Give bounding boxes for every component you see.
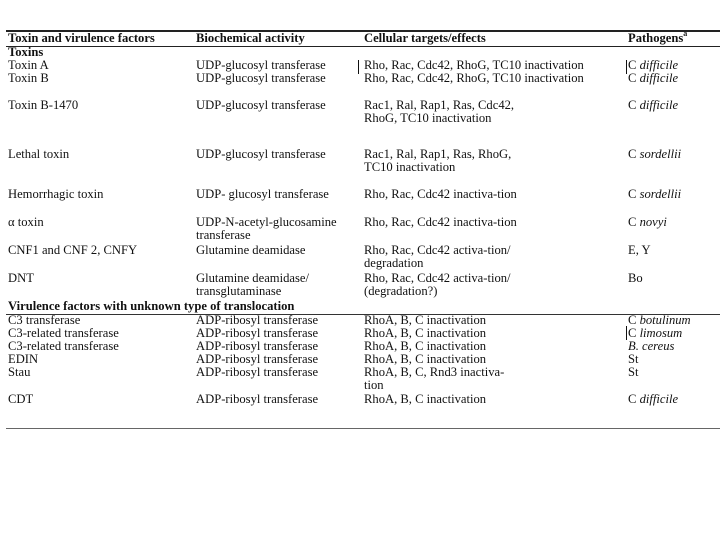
pathogen <box>628 272 720 300</box>
pathogen-species: difficile <box>639 392 679 406</box>
factor-name: C3 transferase <box>8 313 81 327</box>
biochemical-activity: Glutamine deamidase/ transglutaminase <box>196 271 309 298</box>
table-row <box>8 244 720 272</box>
pathogen-species: sordellii <box>639 187 682 201</box>
header-row <box>8 30 720 46</box>
table-row <box>8 272 720 300</box>
table-row <box>8 216 720 244</box>
section-title: Toxins <box>8 45 44 59</box>
cellular-effect: RhoA, B, C inactivation <box>364 339 487 353</box>
table-row <box>8 188 720 216</box>
factor-name: Hemorrhagic toxin <box>8 187 104 201</box>
cellular-effect: RhoA, B, C inactivation <box>364 352 487 366</box>
column-header-factor: Toxin and virulence factors <box>8 31 155 45</box>
pathogen-genus: C <box>628 187 637 201</box>
biochemical-activity: ADP-ribosyl transferase <box>196 365 319 379</box>
pathogen-genus: E, Y <box>628 243 651 257</box>
pathogen-genus: C <box>628 215 637 229</box>
pathogen <box>628 366 720 393</box>
section-title: Virulence factors with unknown type of translocation <box>8 299 295 313</box>
factor-name: Toxin A <box>8 58 49 72</box>
factor-name: EDIN <box>8 352 39 366</box>
pathogen <box>628 188 720 216</box>
biochemical-activity: ADP-ribosyl transferase <box>196 352 319 366</box>
cellular-effect: RhoA, B, C inactivation <box>364 313 487 327</box>
factor-name: Toxin B-1470 <box>8 98 79 112</box>
pathogen-species: novyi <box>639 215 667 229</box>
cellular-effect: Rho, Rac, Cdc42 activa-tion/ (degradation?) <box>364 271 511 298</box>
pathogen <box>628 340 720 353</box>
pathogen-species: sordellii <box>639 147 682 161</box>
biochemical-activity: UDP- glucosyl transferase <box>196 187 329 201</box>
factor-name: DNT <box>8 271 34 285</box>
pathogen-genus: C <box>628 326 637 340</box>
factor-name: CDT <box>8 392 34 406</box>
biochemical-activity: UDP-glucosyl transferase <box>196 71 326 85</box>
biochemical-activity: ADP-ribosyl transferase <box>196 392 319 406</box>
pathogen-genus: C <box>628 313 637 327</box>
biochemical-activity: UDP-glucosyl transferase <box>196 98 326 112</box>
cellular-effect: Rho, Rac, Cdc42 activa-tion/ degradation <box>364 243 511 270</box>
pathogen-genus: St <box>628 352 639 366</box>
pathogen <box>628 244 720 272</box>
table-row <box>8 366 720 393</box>
pathogen-genus: C <box>628 98 637 112</box>
column-header-activity: Biochemical activity <box>196 31 305 45</box>
factor-name: CNF1 and CNF 2, CNFY <box>8 243 138 257</box>
cellular-effect: Rho, Rac, Cdc42, RhoG, TC10 inactivation <box>364 71 584 85</box>
biochemical-activity: ADP-ribosyl transferase <box>196 313 319 327</box>
pathogen-genus: C <box>628 58 637 72</box>
table-row <box>8 393 720 406</box>
biochemical-activity: ADP-ribosyl transferase <box>196 326 319 340</box>
cellular-effect: Rac1, Ral, Rap1, Ras, Cdc42, RhoG, TC10 inactivation <box>364 98 515 125</box>
pathogen-species: limosum <box>639 326 683 340</box>
factor-name: Stau <box>8 365 31 379</box>
pathogen-species: difficile <box>639 58 679 72</box>
cellular-effect: Rho, Rac, Cdc42 inactiva-tion <box>364 187 517 201</box>
pathogens-header-text: Pathogens <box>628 31 684 45</box>
biochemical-activity: UDP-glucosyl transferase <box>196 147 326 161</box>
pathogen-species: B. cereus <box>628 339 675 353</box>
pathogen-species: botulinum <box>639 313 691 327</box>
cellular-effect: RhoA, B, C, Rnd3 inactiva-tion <box>364 365 505 392</box>
factor-name: C3-related transferase <box>8 326 119 340</box>
cellular-effect: RhoA, B, C inactivation <box>364 326 487 340</box>
table-row <box>8 72 720 99</box>
pathogen <box>628 393 720 406</box>
biochemical-activity: UDP-N-acetyl-glucosamine transferase <box>196 215 337 242</box>
pathogen <box>628 72 720 99</box>
cellular-effect: Rho, Rac, Cdc42 inactiva-tion <box>364 215 517 229</box>
biochemical-activity: ADP-ribosyl transferase <box>196 339 319 353</box>
column-header-effects: Cellular targets/effects <box>364 31 486 45</box>
pathogen <box>628 99 720 148</box>
factor-name: Toxin B <box>8 71 49 85</box>
cellular-effect: RhoA, B, C inactivation <box>364 392 487 406</box>
biochemical-activity: UDP-glucosyl transferase <box>196 58 326 72</box>
section-title-row <box>8 300 720 314</box>
pathogen-genus: Bo <box>628 271 643 285</box>
factor-name: C3-related transferase <box>8 339 119 353</box>
pathogen-species: difficile <box>639 71 679 85</box>
table-row <box>8 148 720 188</box>
pathogen-species: difficile <box>639 98 679 112</box>
factor-name: Lethal toxin <box>8 147 70 161</box>
cellular-effect: Rac1, Ral, Rap1, Ras, RhoG, TC10 inactivation <box>364 147 512 174</box>
pathogen <box>628 353 720 366</box>
footnote-marker: a <box>683 29 688 38</box>
biochemical-activity: Glutamine deamidase <box>196 243 306 257</box>
pathogen-genus: C <box>628 147 637 161</box>
table-row <box>8 99 720 148</box>
cellular-effect: Rho, Rac, Cdc42, RhoG, TC10 inactivation <box>364 58 584 72</box>
pathogen-genus: St <box>628 365 639 379</box>
factor-name: α toxin <box>8 215 44 229</box>
pathogen-genus: C <box>628 71 637 85</box>
pathogen-genus: C <box>628 392 637 406</box>
pathogen <box>628 216 720 244</box>
toxin-table <box>8 30 720 406</box>
column-header-pathogens <box>628 30 720 46</box>
pathogen <box>628 148 720 188</box>
table-bottom-rule <box>6 428 720 429</box>
